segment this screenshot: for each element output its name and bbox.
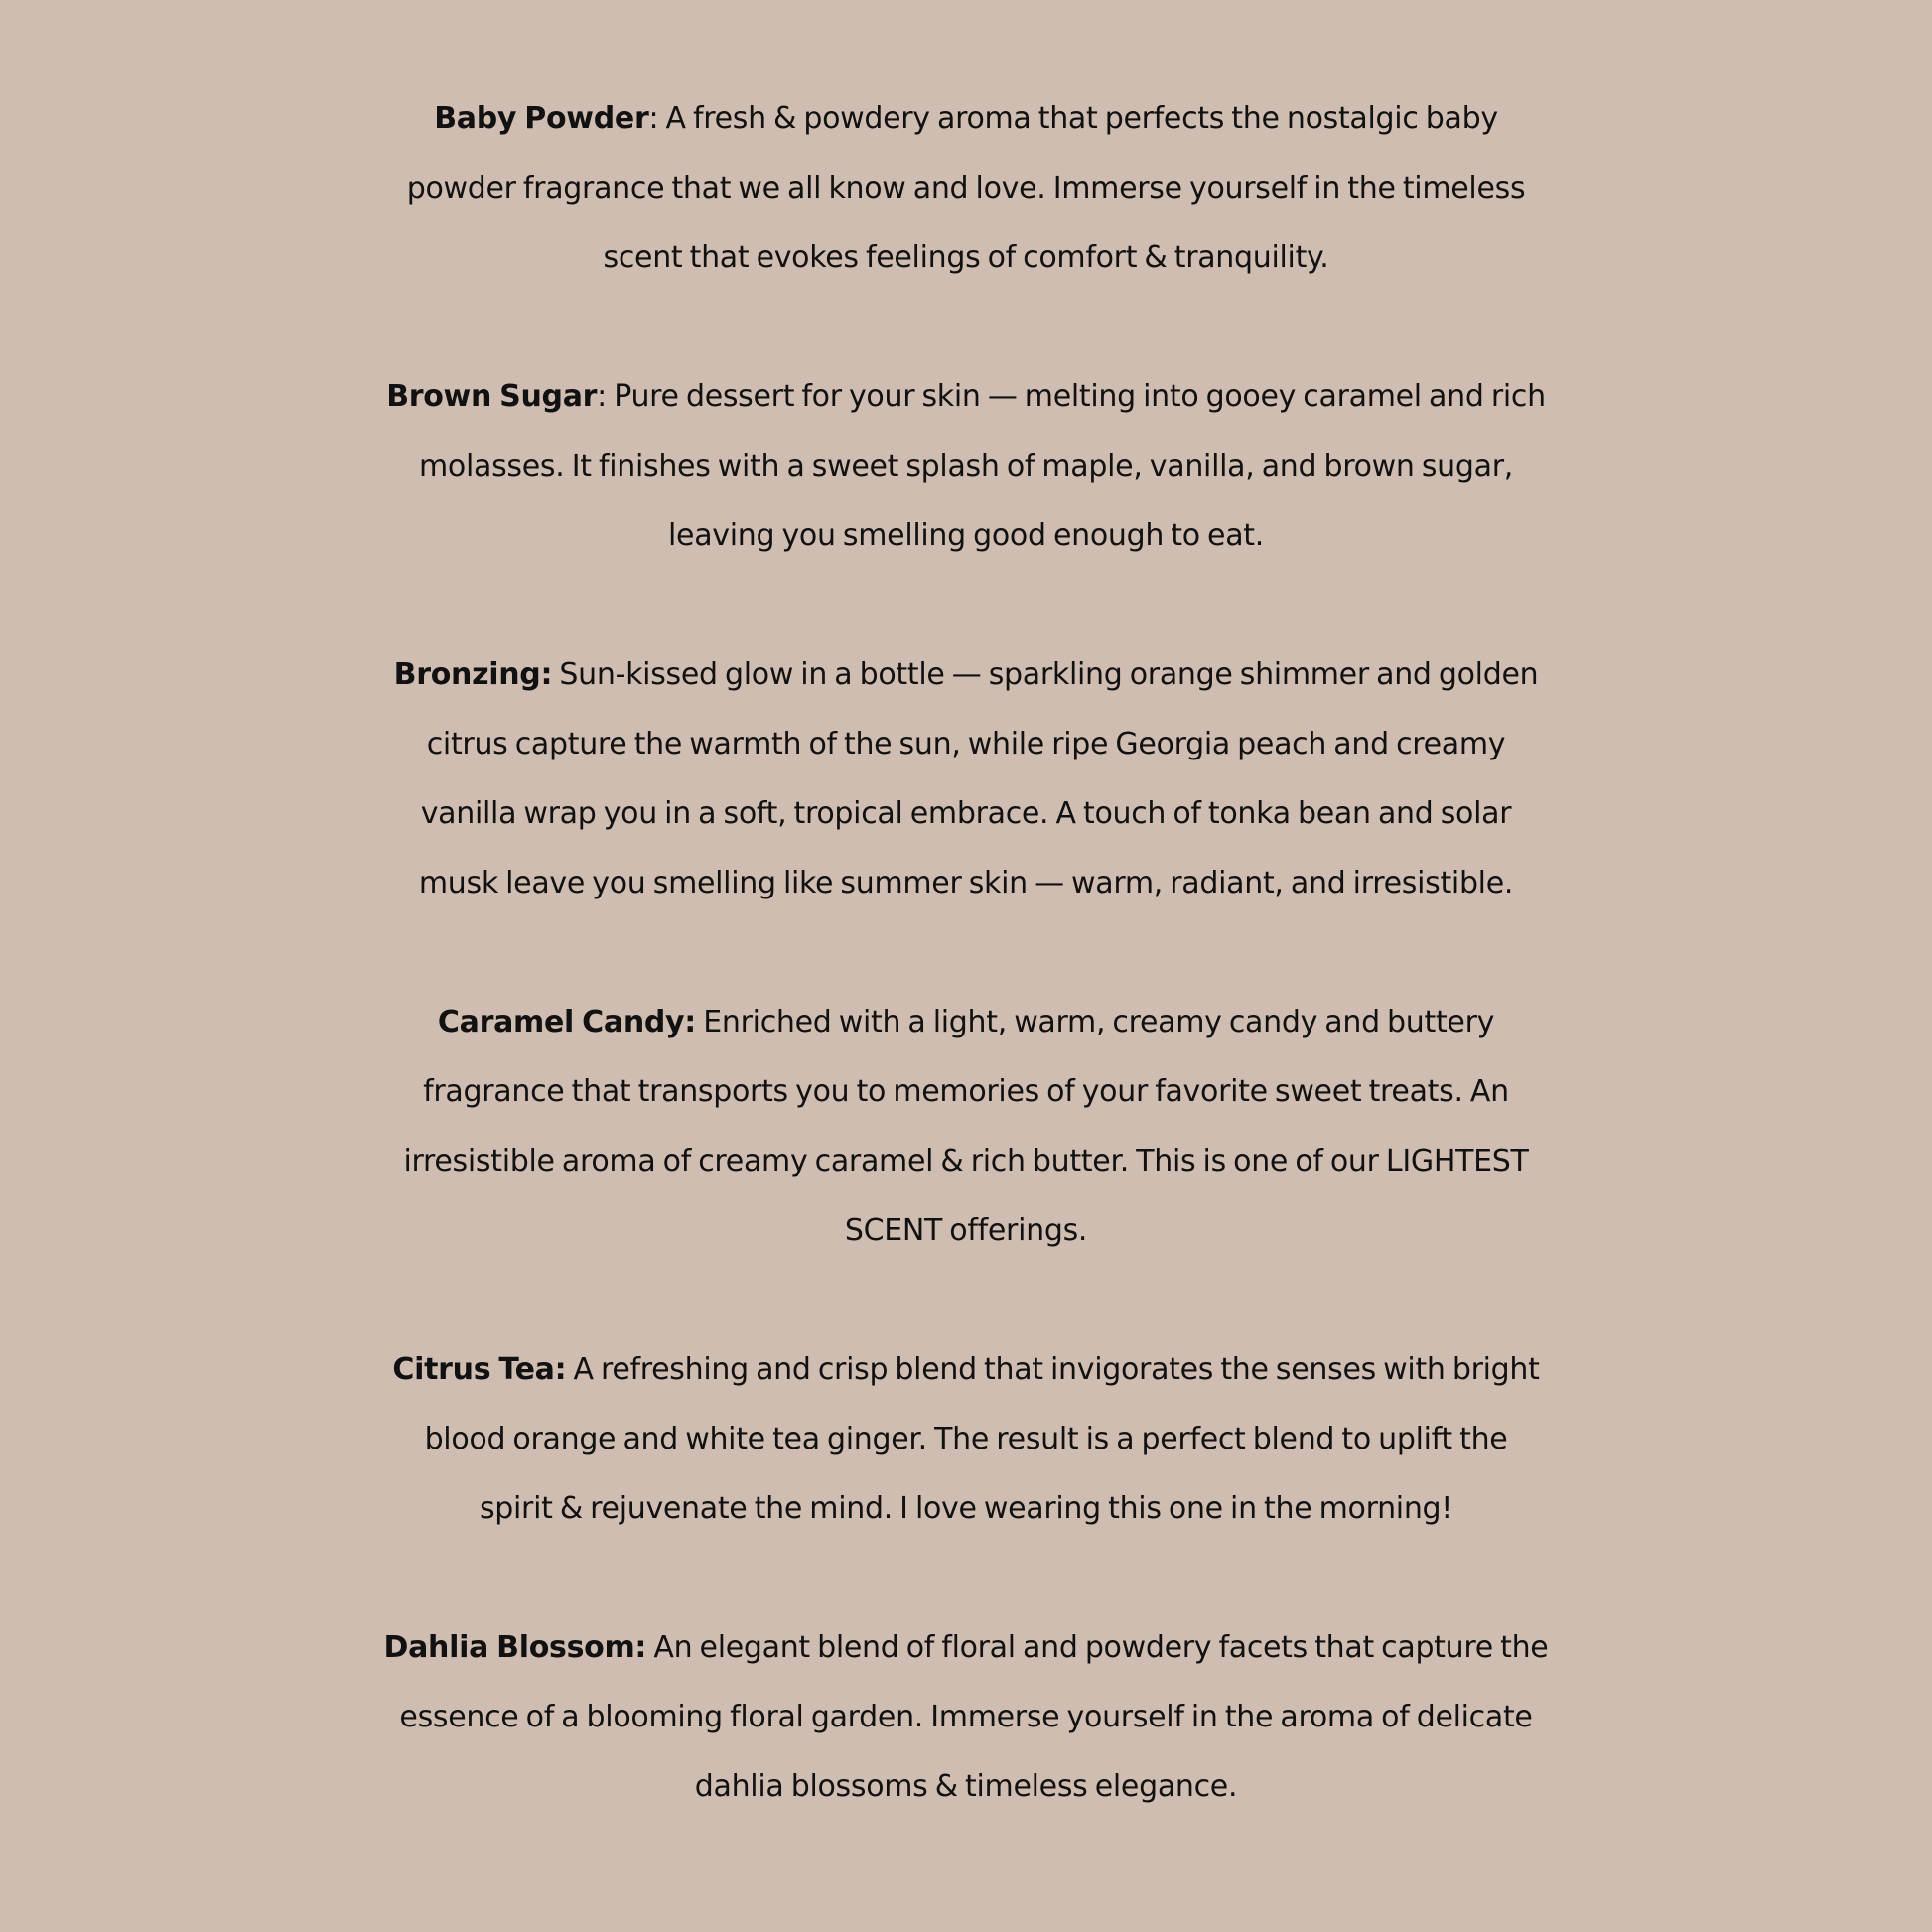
scent-description-line: molasses. It finishes with a sweet splash of maple, vanilla, and brown sugar,	[419, 449, 1513, 483]
scent-description-text: Enriched with a light, warm, creamy candy and buttery	[696, 1005, 1495, 1039]
scent-description-line: citrus capture the warmth of the sun, while ripe Georgia peach and creamy	[426, 727, 1506, 761]
scent-description-line: essence of a blooming floral garden. Immerse yourself in the aroma of delicate	[399, 1700, 1533, 1734]
scent-first-line	[0, 362, 1932, 432]
scent-first-line	[0, 1335, 1932, 1405]
scent-description-line: spirit & rejuvenate the mind. I love wearing this one in the morning!	[479, 1491, 1453, 1526]
scent-caramel-candy	[0, 988, 1932, 1266]
scent-first-line	[0, 988, 1932, 1057]
scent-dahlia-blossom	[0, 1613, 1932, 1822]
scent-name: Baby Powder	[434, 101, 649, 136]
scent-description-line: musk leave you smelling like summer skin — warm, radiant, and irresistible.	[418, 866, 1514, 900]
scent-baby-powder	[0, 84, 1932, 293]
scent-description-text: : A fresh & powdery aroma that perfects the nostalgic baby	[648, 101, 1498, 136]
scent-first-line	[0, 640, 1932, 710]
scent-first-line	[0, 1613, 1932, 1683]
scent-name: Citrus Tea:	[392, 1352, 567, 1387]
scent-description-text: An elegant blend of floral and powdery facets that capture the	[646, 1630, 1549, 1665]
scent-description-line: leaving you smelling good enough to eat.	[668, 518, 1264, 553]
scent-description-line: vanilla wrap you in a soft, tropical embrace. A touch of tonka bean and solar	[420, 796, 1512, 831]
scent-name: Brown Sugar	[386, 379, 598, 414]
scent-description-text: Sun-kissed glow in a bottle — sparkling orange shimmer and golden	[552, 657, 1539, 692]
scent-name: Caramel Candy:	[437, 1005, 697, 1039]
scent-description-line: irresistible aroma of creamy caramel & rich butter. This is one of our LIGHTEST	[403, 1144, 1529, 1178]
scent-description-text: : Pure dessert for your skin — melting into gooey caramel and rich	[597, 379, 1546, 414]
scent-description-line: SCENT offerings.	[844, 1213, 1088, 1248]
scent-description-line: fragrance that transports you to memories of your favorite sweet treats. An	[423, 1074, 1509, 1109]
scent-bronzing	[0, 640, 1932, 918]
scent-description-line: scent that evokes feelings of comfort & tranquility.	[603, 240, 1329, 275]
scent-description-line: powder fragrance that we all know and love. Immerse yourself in the timeless	[406, 171, 1526, 206]
scent-brown-sugar	[0, 362, 1932, 571]
scent-name: Dahlia Blossom:	[383, 1630, 647, 1665]
scent-name: Bronzing:	[393, 657, 553, 692]
scent-description-line: blood orange and white tea ginger. The result is a perfect blend to uplift the	[424, 1422, 1508, 1456]
scent-first-line	[0, 84, 1932, 154]
scent-description-text: A refreshing and crisp blend that invigorates the senses with bright	[566, 1352, 1540, 1387]
scent-description-line: dahlia blossoms & timeless elegance.	[694, 1769, 1238, 1804]
scent-citrus-tea	[0, 1335, 1932, 1544]
